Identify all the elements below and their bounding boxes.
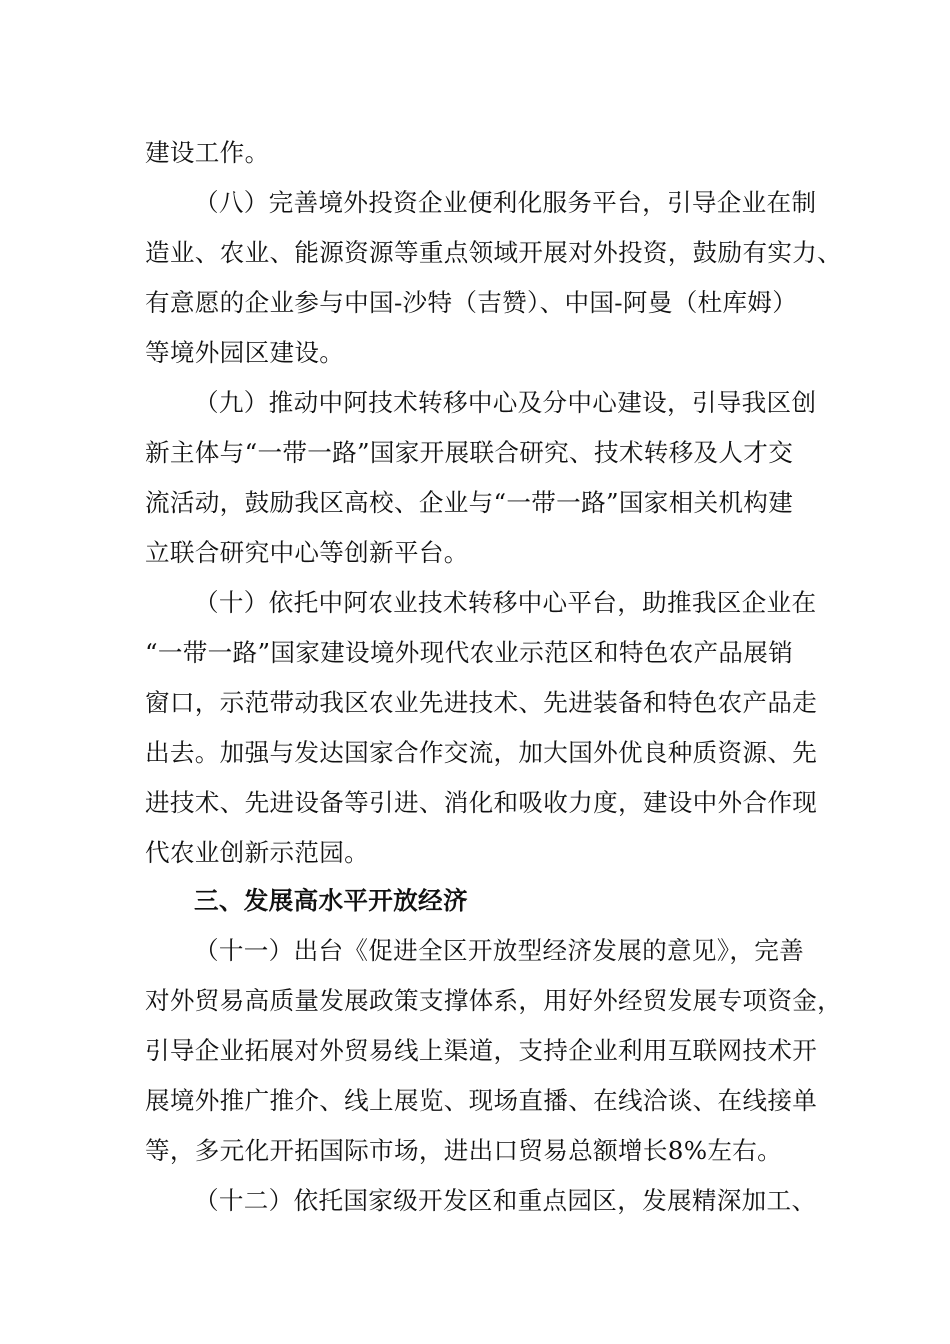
text-line: 流活动，鼓励我区高校、企业与“一带一路”国家相关机构建 — [145, 488, 794, 517]
section-heading: 三、发展高水平开放经济 — [194, 886, 468, 915]
text-line: 展境外推广推介、线上展览、现场直播、在线洽谈、在线接单 — [145, 1086, 818, 1115]
text-line: 有意愿的企业参与中国-沙特（吉赞）、中国-阿曼（杜库姆） — [145, 288, 798, 317]
text-line: 造业、农业、能源资源等重点领域开展对外投资，鼓励有实力、 — [145, 238, 843, 267]
text-line: 对外贸易高质量发展政策支撑体系，用好外经贸发展专项资金， — [145, 986, 843, 1015]
text-line: 代农业创新示范园。 — [145, 838, 370, 867]
text-line: 出去。加强与发达国家合作交流，加大国外优良种质资源、先 — [145, 738, 818, 767]
paragraph-11-line: （十一）出台《促进全区开放型经济发展的意见》，完善 — [194, 936, 805, 965]
paragraph-8-line: （八）完善境外投资企业便利化服务平台，引导企业在制 — [194, 188, 817, 217]
text-line: 窗口，示范带动我区农业先进技术、先进装备和特色农产品走 — [145, 688, 818, 717]
text-line: 引导企业拓展对外贸易线上渠道，支持企业利用互联网技术开 — [145, 1036, 818, 1065]
text-line: 等境外园区建设。 — [145, 338, 345, 367]
text-line: “一带一路”国家建设境外现代农业示范区和特色农产品展销 — [145, 638, 794, 667]
text-line: 建设工作。 — [145, 138, 270, 167]
paragraph-10-line: （十）依托中阿农业技术转移中心平台，助推我区企业在 — [194, 588, 817, 617]
text-line: 进技术、先进设备等引进、消化和吸收力度，建设中外合作现 — [145, 788, 818, 817]
text-line: 新主体与“一带一路”国家开展联合研究、技术转移及人才交 — [145, 438, 794, 467]
text-line: 立联合研究中心等创新平台。 — [145, 538, 469, 567]
paragraph-12-line: （十二）依托国家级开发区和重点园区，发展精深加工、 — [194, 1186, 817, 1215]
paragraph-9-line: （九）推动中阿技术转移中心及分中心建设，引导我区创 — [194, 388, 817, 417]
text-line: 等，多元化开拓国际市场，进出口贸易总额增长8%左右。 — [145, 1136, 783, 1165]
